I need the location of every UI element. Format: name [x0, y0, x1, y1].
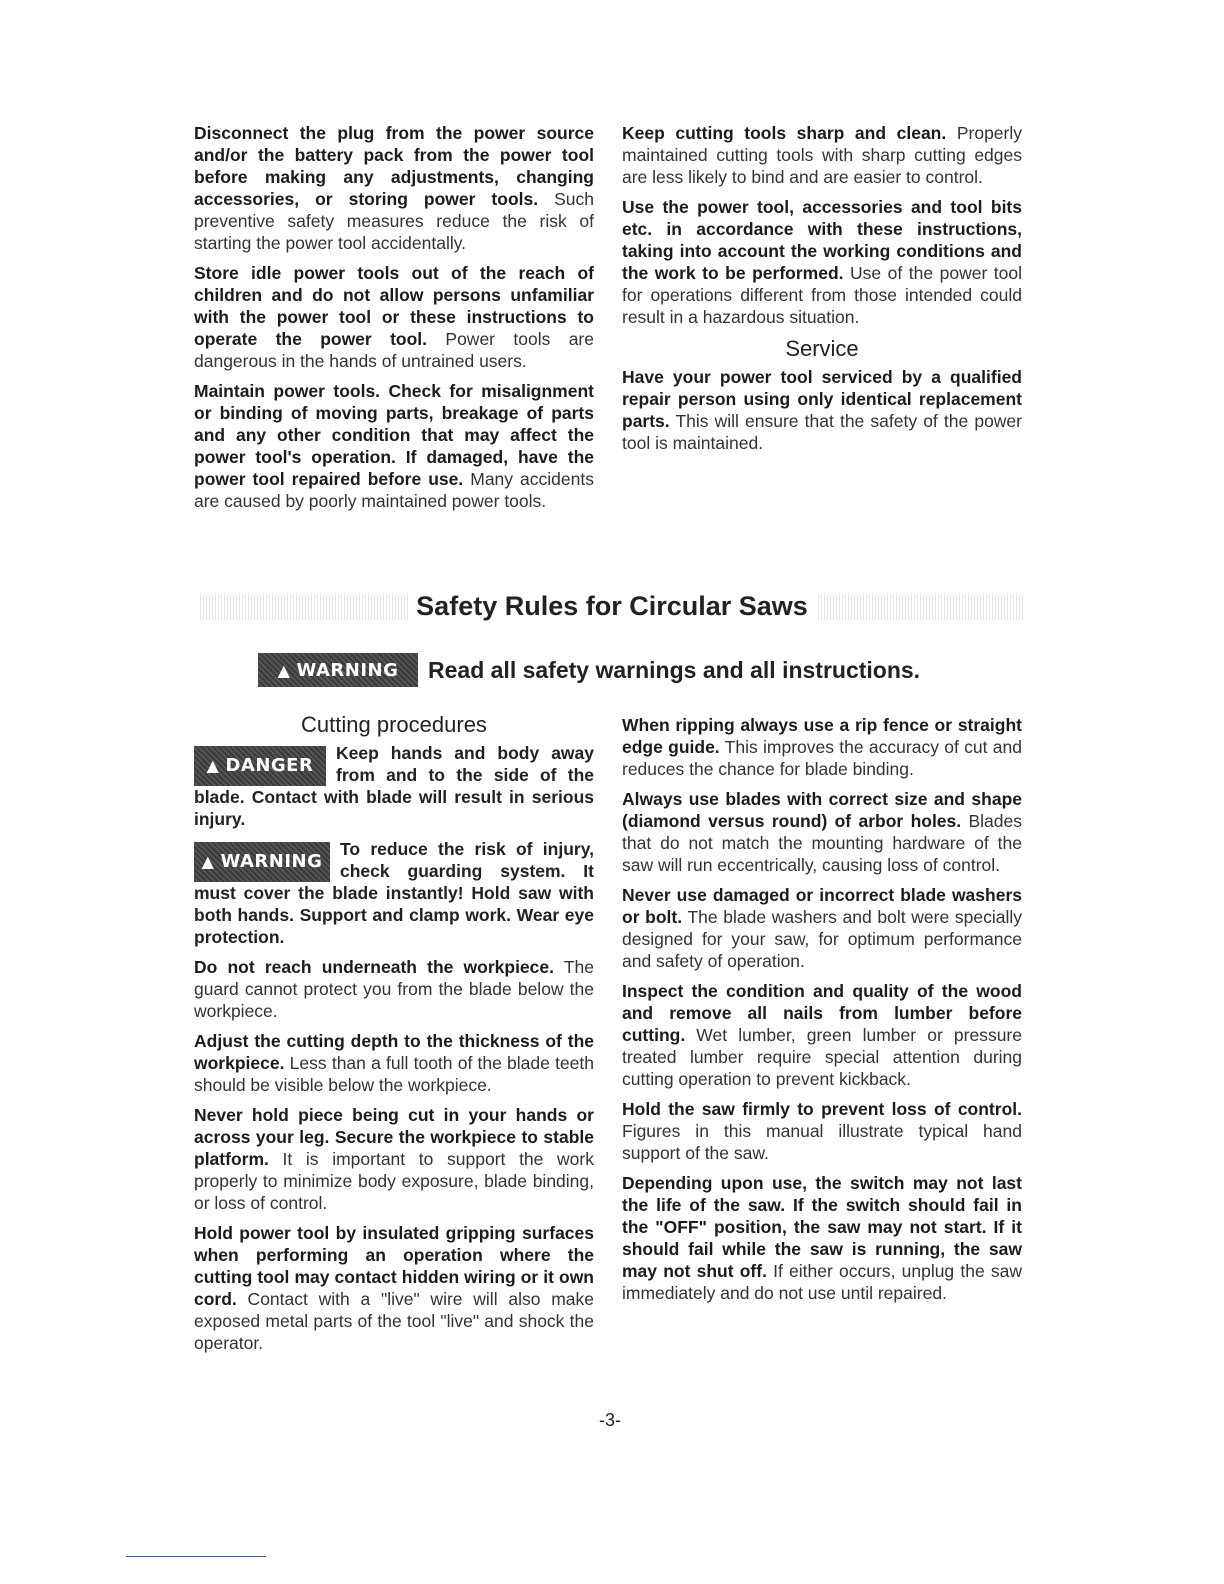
read-all-warning [258, 652, 998, 688]
right-top-column [622, 122, 1022, 462]
left-top-column [194, 122, 594, 520]
left-bottom-column [194, 712, 594, 1362]
paragraph: Hold the saw firmly to prevent loss of control. Figures in this manual illustrate typical hand support of the saw. [622, 1099, 1022, 1163]
paragraph: Adjust the cutting depth to the thickness of the workpiece. Less than a full tooth of the blade teeth should be visible below the workpiece. [194, 1031, 594, 1095]
paragraph: Store idle power tools out of the reach of children and do not allow persons unfamiliar with the power tool or these instructions to operate the power tool. Power tools are dangerous in the hands of untrained users. [194, 263, 594, 371]
danger-badge: ▲ DANGER [194, 746, 326, 786]
paragraph: Use the power tool, accessories and tool bits etc. in accordance with these instructions, taking into account the working conditions and the work to be performed. Use of the power tool for operations different from those intended could result in a hazardous situation. [622, 197, 1022, 327]
paragraph: Do not reach underneath the workpiece. The guard cannot protect you from the blade below the workpiece. [194, 957, 594, 1021]
paragraph: Hold power tool by insulated gripping surfaces when performing an operation where the cutting tool may contact hidden wiring or it own cord. Contact with a "live" wire will also make exposed metal parts of the tool "live" and shock the operator. [194, 1223, 594, 1353]
paragraph: Inspect the condition and quality of the wood and remove all nails from lumber before cutting. Wet lumber, green lumber or pressure treated lumber require special attention during cutting operation to prevent kickback. [622, 981, 1022, 1089]
paragraph: Always use blades with correct size and shape (diamond versus round) of arbor holes. Blades that do not match the mounting hardware of the saw will run eccentrically, causing loss of control. [622, 789, 1022, 875]
paragraph: Have your power tool serviced by a qualified repair person using only identical replacement parts. This will ensure that the safety of the power tool is maintained. [622, 367, 1022, 453]
warning-badge: ▲ WARNING [258, 653, 418, 687]
warning-triangle-icon: ▲ [277, 660, 291, 680]
paragraph: When ripping always use a rip fence or straight edge guide. This improves the accuracy of cut and reduces the chance for blade binding. [622, 715, 1022, 779]
footer-rule [126, 1556, 266, 1557]
paragraph: Depending upon use, the switch may not last the life of the saw. If the switch should fail in the "OFF" position, the saw may not start. If it should fail while the saw is running, the saw may not shut off. If either occurs, unplug the saw immediately and do not use until repaired. [622, 1173, 1022, 1303]
warning-triangle-icon: ▲ [206, 756, 220, 775]
warning-paragraph: ▲ WARNING To reduce the risk of injury, check guarding system. It must cover the blade instantly! Hold saw with both hands. Support and clamp work. Wear eye protection. [194, 839, 594, 947]
section-title: Safety Rules for Circular Saws [408, 591, 816, 622]
page-number: -3- [599, 1410, 621, 1430]
paragraph: Keep cutting tools sharp and clean. Properly maintained cutting tools with sharp cutting edges are less likely to bind and are easier to control. [622, 123, 1023, 187]
paragraph: Maintain power tools. Check for misalignment or binding of moving parts, breakage of parts and any other condition that may affect the power tool's operation. If damaged, have the power tool repaired before use. Many accidents are caused by poorly maintained power tools. [194, 381, 594, 511]
paragraph: Never use damaged or incorrect blade washers or bolt. The blade washers and bolt were specially designed for your saw, for optimum performance and safety of operation. [622, 885, 1022, 971]
paragraph: Never hold piece being cut in your hands or across your leg. Secure the workpiece to stable platform. It is important to support the work properly to minimize body exposure, blade binding, or loss of control. [194, 1105, 594, 1213]
warning-triangle-icon: ▲ [201, 852, 215, 871]
right-bottom-column [622, 714, 1022, 1312]
read-all-text: Read all safety warnings and all instructions. [428, 656, 921, 683]
section-banner [200, 580, 1024, 632]
paragraph: Disconnect the plug from the power source and/or the battery pack from the power tool before making any adjustments, changing accessories, or storing power tools. Such preventive safety measures reduce the risk of starting the power tool accidentally. [194, 123, 594, 253]
danger-paragraph: ▲ DANGER Keep hands and body away from and to the side of the blade. Contact with blade will result in serious injury. [194, 743, 594, 829]
warning-badge: ▲ WARNING [194, 842, 330, 882]
cutting-procedures-heading: Cutting procedures [301, 712, 487, 737]
service-heading: Service [785, 336, 859, 361]
